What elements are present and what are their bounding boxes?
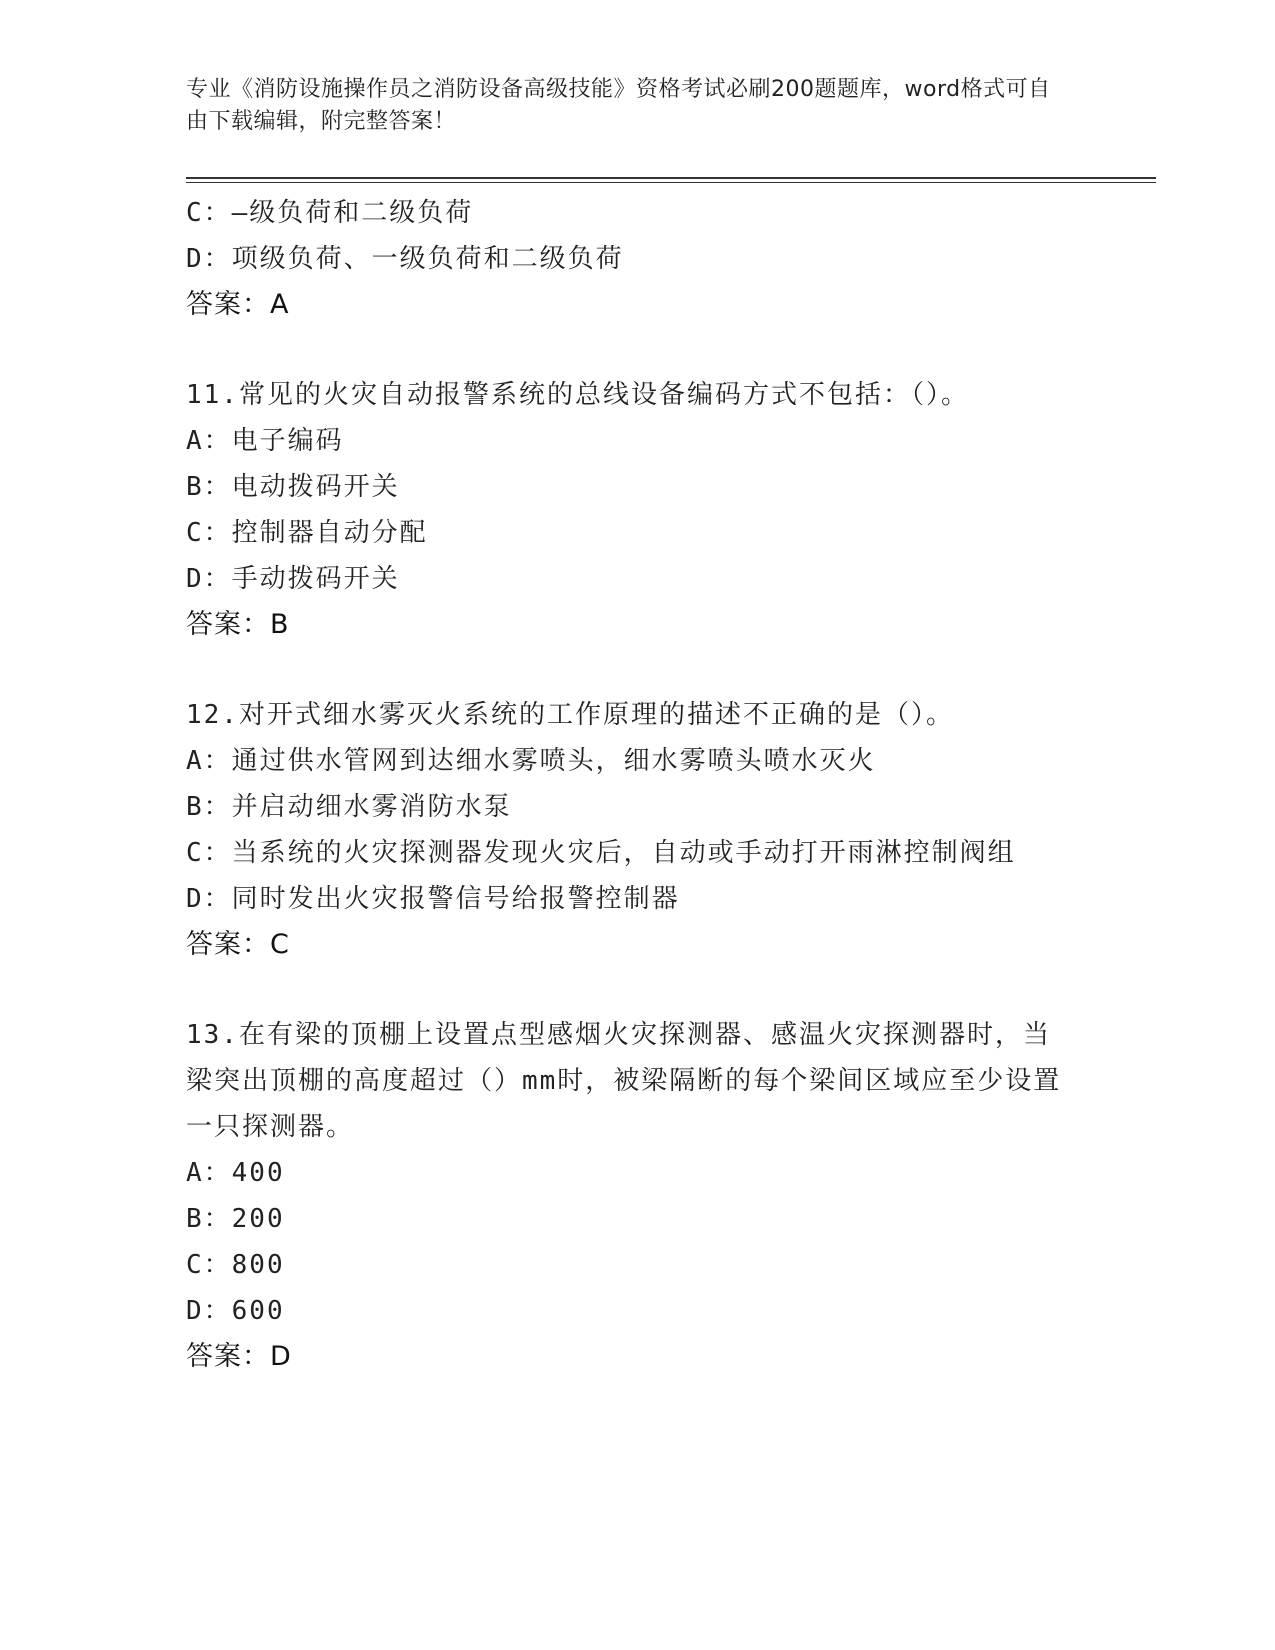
option-b: B：200 xyxy=(186,1204,285,1234)
option-c: C：当系统的火灾探测器发现火灾后，自动或手动打开雨淋控制阀组 xyxy=(186,838,1016,868)
answer-line: 答案：D xyxy=(186,1341,292,1372)
answer-line: 答案：B xyxy=(186,609,290,640)
option-a: A：通过供水管网到达细水雾喷头，细水雾喷头喷水灭火 xyxy=(186,746,876,776)
question-stem: 12.对开式细水雾灭火系统的工作原理的描述不正确的是（）。 xyxy=(186,700,954,730)
header-rule-thin xyxy=(186,182,1156,183)
option-a: A：电子编码 xyxy=(186,426,344,456)
document-header: 专业《消防设施操作员之消防设备高级技能》资格考试必刷200题题库，word格式可自由下载编辑，附完整答案！ xyxy=(186,77,1051,134)
question-11 xyxy=(186,372,1066,648)
question-10-continued xyxy=(186,190,1066,328)
option-d: D：600 xyxy=(186,1296,285,1326)
question-stem: 11.常见的火灾自动报警系统的总线设备编码方式不包括：（）。 xyxy=(186,380,969,410)
document-body xyxy=(186,190,1066,1380)
option-b: B：并启动细水雾消防水泵 xyxy=(186,792,512,822)
option-c: C：800 xyxy=(186,1250,285,1280)
question-13 xyxy=(186,1012,1066,1380)
answer-line: 答案：A xyxy=(186,289,290,320)
option-d: D：手动拨码开关 xyxy=(186,564,400,594)
option-b: B：电动拨码开关 xyxy=(186,472,400,502)
option-a: A：400 xyxy=(186,1158,285,1188)
option-c: C：控制器自动分配 xyxy=(186,518,428,548)
question-12 xyxy=(186,692,1066,968)
answer-line: 答案：C xyxy=(186,929,290,960)
option-d: D：同时发出火灾报警信号给报警控制器 xyxy=(186,884,680,914)
option-d: D：项级负荷、一级负荷和二级负荷 xyxy=(186,244,624,274)
header-rule-thick xyxy=(186,177,1156,179)
question-stem: 13.在有梁的顶棚上设置点型感烟火灾探测器、感温火灾探测器时，当梁突出顶棚的高度超过（）mm时，被梁隔断的每个梁间区域应至少设置一只探测器。 xyxy=(186,1020,1062,1142)
option-c: C：—级负荷和二级负荷 xyxy=(186,198,474,228)
